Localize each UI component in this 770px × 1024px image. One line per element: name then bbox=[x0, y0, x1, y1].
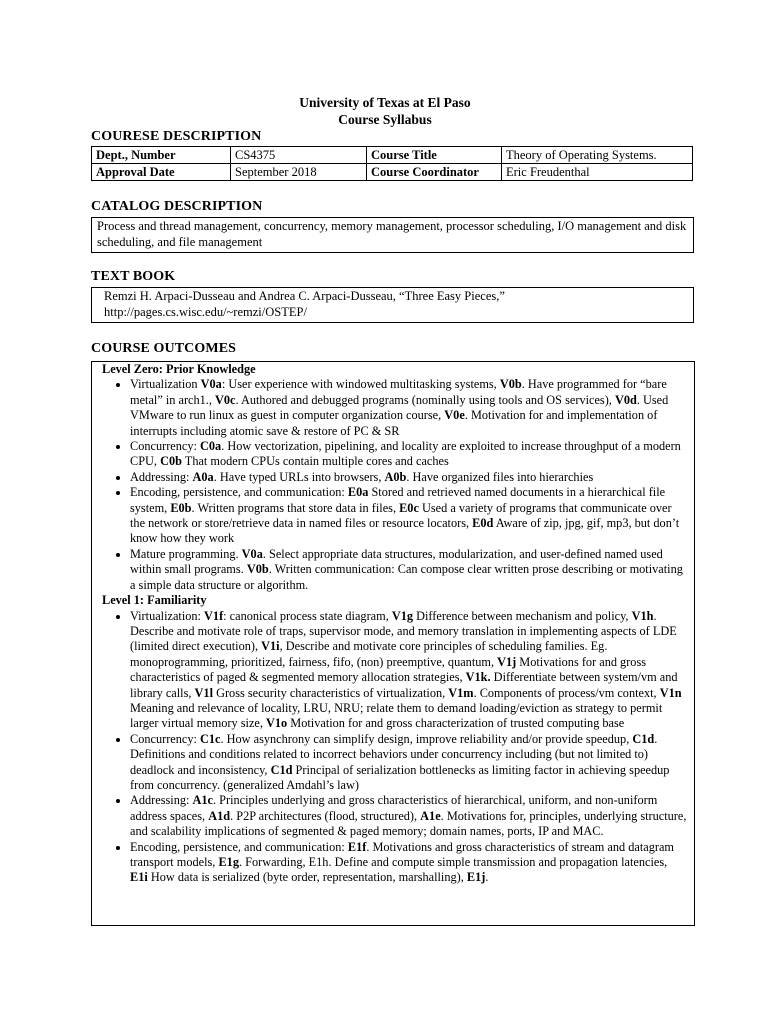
outcome-text: . Describe and motivate role of traps, supervisor mode, and memory translation in implementing aspects of LDE (limited direct execution), bbox=[130, 608, 677, 654]
outcome-code: V0d bbox=[614, 392, 637, 407]
outcome-code: E1j bbox=[466, 870, 486, 885]
outcomes-heading: COURSE OUTCOMES bbox=[91, 341, 237, 356]
outcome-text: How data is serialized (byte order, representation, marshalling), bbox=[147, 870, 467, 885]
outcome-code: V0b bbox=[499, 377, 522, 392]
outcome-text: Concurrency: bbox=[130, 439, 200, 454]
outcome-text: . How vectorization, pipelining, and locality are exploited to increase throughput of a modern CPU, bbox=[130, 439, 681, 469]
outcome-text: Principal of serialization bottlenecks as limiting factor in achieving speedup from concurrency. (generalized Amdahl’s law) bbox=[130, 762, 670, 792]
outcome-text: Encoding, persistence, and communication: bbox=[130, 839, 348, 854]
outcome-text: . Written programs that store data in files, bbox=[191, 500, 400, 515]
outcome-list bbox=[102, 377, 688, 593]
outcome-text: Addressing: bbox=[130, 793, 193, 808]
outcome-code: E0c bbox=[399, 500, 419, 515]
table-cell: September 2018 bbox=[231, 164, 367, 181]
outcome-text: , Describe and motivate core principles of scheduling families. Eg. monoprogramming, prioritized, fairness, fifo, (non) preemptive, quantum, bbox=[130, 639, 608, 669]
outcome-text: . Written communication: Can compose clear written prose describing or motivating a simple data structure or algorithm. bbox=[130, 562, 683, 592]
outcome-text: . P2P architectures (flood, structured), bbox=[230, 808, 421, 823]
outcome-code: C1d bbox=[270, 762, 293, 777]
outcome-code: E0d bbox=[472, 516, 494, 531]
document-title: Course Syllabus bbox=[338, 112, 432, 127]
list-item bbox=[130, 547, 688, 593]
outcome-text: . Motivations and gross characteristics of stream and datagram transport models, bbox=[130, 839, 674, 869]
list-item bbox=[130, 732, 688, 794]
outcome-code: E0b bbox=[170, 500, 192, 515]
textbook-url: http://pages.cs.wisc.edu/~remzi/OSTEP/ bbox=[104, 305, 307, 319]
outcome-code: A1c bbox=[192, 793, 214, 808]
outcome-text: That modern CPUs contain multiple cores and caches bbox=[181, 454, 449, 469]
outcome-code: V0b bbox=[246, 562, 269, 577]
textbook-heading: TEXT BOOK bbox=[91, 269, 176, 284]
outcome-code: V1m bbox=[448, 685, 474, 700]
course-description-heading: COURESE DESCRIPTION bbox=[91, 129, 262, 144]
outcome-text: Addressing: bbox=[130, 469, 193, 484]
outcome-text: Difference between mechanism and policy, bbox=[413, 608, 632, 623]
outcome-text: Used a variety of programs that communicate over the network or store/retrieve data in named files or resource locators, bbox=[130, 500, 672, 531]
outcome-list bbox=[102, 609, 688, 886]
outcome-code: V0c bbox=[215, 392, 236, 407]
outcome-text: Motivations for and gross characteristics of paged & segmented memory allocation strategies, bbox=[130, 654, 647, 685]
outcome-code: E1f bbox=[347, 839, 367, 854]
list-item bbox=[130, 793, 688, 839]
outcome-code: E0a bbox=[347, 485, 369, 500]
outcomes-box bbox=[91, 361, 695, 926]
list-item bbox=[130, 470, 688, 485]
outcome-text: . Select appropriate data structures, modularization, and user-defined named used within small programs. bbox=[130, 546, 663, 577]
outcome-text: . How asynchrony can simplify design, improve reliability and/or provide speedup, bbox=[220, 731, 633, 746]
outcome-text: Gross security characteristics of virtualization, bbox=[213, 685, 449, 700]
outcome-code: V1n bbox=[659, 685, 682, 700]
outcome-text: . Have organized files into hierarchies bbox=[406, 469, 594, 484]
table-cell: Theory of Operating Systems. bbox=[502, 147, 693, 164]
outcome-code: V1k. bbox=[465, 670, 491, 685]
outcome-code: V0a bbox=[241, 546, 263, 561]
outcome-text: Differentiate between system/vm and library calls, bbox=[130, 670, 678, 700]
outcome-text: . Have typed URLs into browsers, bbox=[213, 469, 385, 484]
outcome-text: Mature programming. bbox=[130, 546, 242, 561]
outcome-text: : canonical process state diagram, bbox=[223, 608, 392, 623]
table-cell: Eric Freudenthal bbox=[502, 164, 693, 181]
outcome-code: A1e bbox=[420, 808, 441, 823]
outcome-code: V1o bbox=[266, 716, 288, 731]
list-item bbox=[130, 609, 688, 732]
outcome-text: . Motivation for and implementation of interrupts including atomic save & restore of PC & SR bbox=[130, 408, 658, 438]
outcome-code: V0e bbox=[444, 408, 465, 423]
outcome-text: . Motivations for, principles, underlying structure, and scalability implications of segmented & paged memory; domain names, ports, IP and MAC. bbox=[130, 808, 687, 839]
university-name: University of Texas at El Paso bbox=[299, 95, 471, 110]
course-info-table bbox=[91, 146, 693, 181]
outcome-code: C1d bbox=[632, 731, 655, 746]
outcome-code: E1i bbox=[130, 870, 148, 885]
outcome-code: V1f bbox=[204, 608, 224, 623]
catalog-heading: CATALOG DESCRIPTION bbox=[91, 199, 263, 214]
outcome-code: C0a bbox=[200, 439, 222, 454]
outcome-code: A1d bbox=[208, 808, 231, 823]
outcome-text: . bbox=[485, 870, 489, 885]
outcome-level-title: Level 1: Familiarity bbox=[102, 593, 207, 608]
table-cell: Dept., Number bbox=[92, 147, 231, 164]
outcome-code: V1g bbox=[391, 608, 414, 623]
outcome-text: Encoding, persistence, and communication: bbox=[130, 485, 348, 500]
outcome-code: V1j bbox=[497, 654, 517, 669]
list-item bbox=[130, 840, 688, 886]
textbook-citation: Remzi H. Arpaci-Dusseau and Andrea C. Arpaci-Dusseau, “Three Easy Pieces,” bbox=[104, 289, 505, 303]
outcome-code: C0b bbox=[160, 454, 182, 469]
outcome-text: . Forwarding, E1h. Define and compute simple transmission and propagation latencies, bbox=[238, 855, 668, 869]
outcome-text: . Definitions and conditions related to incorrect behaviors under concurrency including (but not limited to) deadlock and inconsistency, bbox=[130, 731, 658, 777]
outcome-text: : User experience with windowed multitasking systems, bbox=[221, 377, 500, 392]
outcome-text: . Components of process/vm context, bbox=[473, 685, 660, 700]
outcome-text: Aware of zip, jpg, gif, mp3, but don’t know how they work bbox=[130, 516, 680, 546]
table-cell: Course Coordinator bbox=[367, 164, 502, 181]
outcome-code: V1l bbox=[194, 685, 213, 700]
outcome-text: . Used VMware to run linux as guest in computer organization course, bbox=[130, 392, 669, 423]
outcome-text: Virtualization bbox=[130, 377, 201, 392]
outcome-text: Meaning and relevance of locality, LRU, NRU; relate them to demand loading/eviction as strategy to permit larger virtual memory size, bbox=[130, 700, 663, 731]
outcome-text: Stored and retrieved named documents in a hierarchical file system, bbox=[130, 485, 666, 515]
outcome-code: E1g bbox=[218, 855, 239, 869]
outcome-code: V1h bbox=[631, 608, 654, 623]
outcome-level-title: Level Zero: Prior Knowledge bbox=[102, 362, 256, 376]
list-item bbox=[130, 439, 688, 470]
table-cell: CS4375 bbox=[231, 147, 367, 164]
textbook-box bbox=[91, 287, 694, 323]
table-row bbox=[92, 147, 693, 164]
outcome-text: . Principles underlying and gross characteristics of hierarchical, uniform, and non-uniform address spaces, bbox=[130, 793, 658, 823]
outcome-code: V1i bbox=[261, 639, 280, 654]
catalog-box bbox=[91, 217, 694, 253]
table-row bbox=[92, 164, 693, 181]
outcome-code: C1c bbox=[200, 731, 221, 746]
outcome-code: A0a bbox=[192, 469, 214, 484]
outcome-text: . Authored and debugged programs (nominally using tools and OS services), bbox=[235, 392, 615, 407]
list-item bbox=[130, 485, 688, 547]
outcome-text: . Have programmed for “bare metal” in arch1., bbox=[130, 377, 667, 407]
catalog-text: Process and thread management, concurrency, memory management, processor scheduling, I/O management and disk scheduling, and file management bbox=[97, 219, 687, 249]
table-cell: Course Title bbox=[367, 147, 502, 164]
list-item bbox=[130, 377, 688, 439]
outcome-text: Concurrency: bbox=[130, 731, 200, 746]
outcome-text: Virtualization: bbox=[130, 608, 205, 623]
outcome-text: Motivation for and gross characterization of trusted computing base bbox=[287, 716, 625, 731]
table-cell: Approval Date bbox=[92, 164, 231, 181]
outcome-code: V0a bbox=[200, 377, 222, 392]
outcome-code: A0b bbox=[384, 469, 407, 484]
